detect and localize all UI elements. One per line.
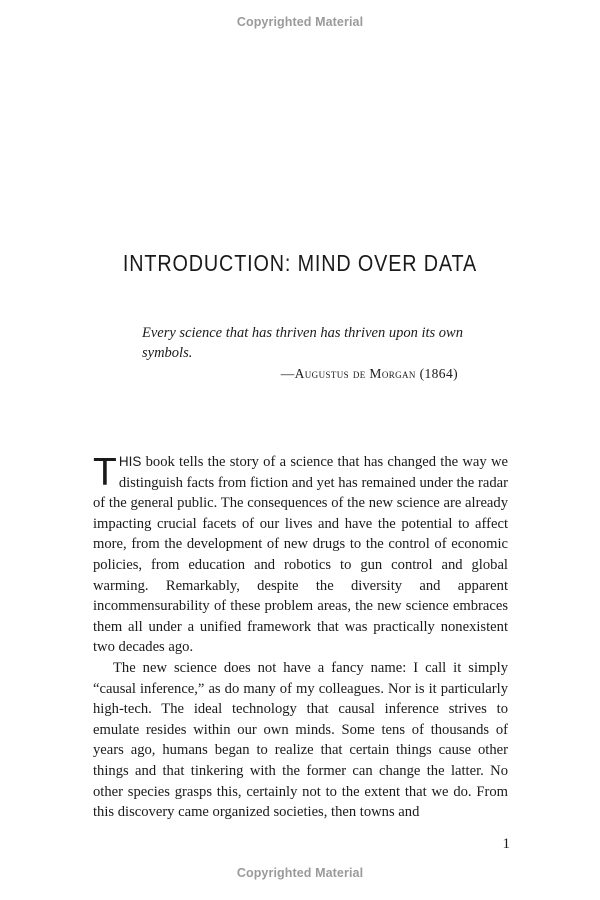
paragraph-1 [93, 452, 508, 658]
chapter-title: INTRODUCTION: MIND OVER DATA [122, 250, 478, 276]
epigraph-attribution: —Augustus de Morgan (1864) [280, 366, 458, 381]
page-number: 1 [502, 836, 510, 852]
paragraph-2: The new science does not have a fancy name: I call it simply “causal inference,” as do many of my colleagues. Nor is it particularly high-tech. The ideal technology that causal inference strives to emulate resides within our own minds. Some tens of thousands of years ago, humans began to realize that certain things cause other things and that tinkering with the former can change the latter. No other species grasps this, certainly not to the extent that we do. From this discovery came organized societies, then towns and [93, 659, 508, 821]
copyright-watermark-top: Copyrighted Material [236, 15, 364, 29]
drop-cap: T [93, 451, 117, 494]
epigraph-quote: Every science that has thriven has thriven upon its own symbols. [142, 325, 463, 361]
lead-in-text: HIS [118, 454, 142, 469]
copyright-watermark-bottom: Copyrighted Material [236, 866, 364, 880]
paragraph-1-text: book tells the story of a science that has changed the way we distinguish facts from fiction and yet has remained under the radar of the general public. The consequences of the new science are already impacting crucial facets of our lives and have the potential to affect more, from the development of new drugs to the control of economic policies, from education and robotics to gun control and global warming. Remarkably, despite the diversity and apparent incommensurability of these problem areas, the new science embraces them all under a unified framework that was practically nonexistent two decades ago. [93, 454, 508, 656]
body-text [93, 452, 508, 823]
